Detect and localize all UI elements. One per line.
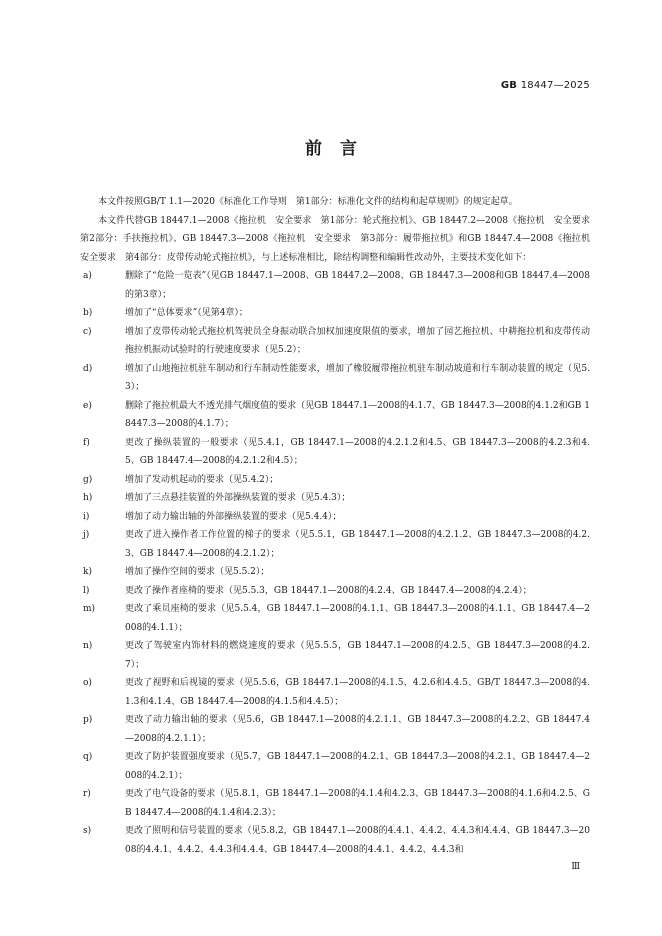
paragraph: 本文件代替GB 18447.1—2008《拖拉机 安全要求 第1部分：轮式拖拉机》、GB 18447.2—2008《拖拉机 安全要求 第2部分：手扶拖拉机》、GB 18447.3—2008《拖拉机 安全要求 第3部分：履带拖拉机》和GB 18447.4—2008《拖拉机 安全要求 第4部分：皮带传动轮式拖拉机》，与上述标准相比，除结构调整和编辑性改动外，主要技术变化如下：: [80, 215, 600, 263]
standard-number: 18447—2025: [520, 80, 590, 91]
list-item-label: s): [83, 826, 92, 836]
list-item-label: l): [83, 585, 90, 596]
list-item: [80, 563, 590, 582]
body-text: [80, 193, 600, 859]
list-item-text: 更改了视野和后视镜的要求（见5.5.6，GB 18447.1—2008的4.1.5、4.2.6和4.4.5、GB/T 18447.3—2008的4.1.3和4.1.4、GB 18447.4—2008的4.1.5和4.4.5）；: [125, 678, 590, 707]
list-item-text: 增加了三点悬挂装置的外部操纵装置的要求（见5.4.3）；: [125, 493, 351, 503]
list-item-label: f): [83, 437, 90, 448]
list-item-label: a): [83, 271, 92, 281]
list-item-label: r): [83, 789, 91, 799]
list-item: [80, 526, 590, 563]
list-item-text: 更改了电气设备的要求（见5.8.1，GB 18447.1—2008的4.1.4和4.2.3、GB 18447.3—2008的4.1.6和4.2.5、GB 18447.4—2008的4.1.4和4.2.3）；: [125, 789, 590, 818]
list-item: [80, 471, 590, 490]
list-item-text: 更改了防护装置强度要求（见5.7，GB 18447.1—2008的4.2.1、GB 18447.3—2008的4.2.1、GB 18447.4—2008的4.2.1）；: [125, 752, 590, 781]
list-item-label: c): [83, 326, 92, 337]
standard-prefix: GB: [500, 80, 518, 91]
list-item-label: h): [83, 493, 93, 503]
list-item: [80, 508, 590, 527]
list-item-label: i): [83, 511, 90, 522]
list-item: [80, 434, 590, 471]
list-item-text: 增加了操作空间的要求（见5.5.2）；: [125, 567, 270, 577]
list-item: [80, 582, 590, 601]
list-item-label: p): [83, 715, 93, 725]
list-item: [80, 711, 590, 748]
list-item-text: 更改了进入操作者工作位置的梯子的要求（见5.5.1，GB 18447.1—2008的4.2.1.2、GB 18447.3—2008的4.2.3、GB 18447.4—2008的4.2.1.2）；: [125, 530, 590, 559]
standard-code-header: [501, 80, 590, 91]
list-item-text: 更改了动力输出轴的要求（见5.6，GB 18447.1—2008的4.2.1.1、GB 18447.3—2008的4.2.2、GB 18447.4—2008的4.2.1.1）；: [125, 715, 590, 744]
list-item-text: 增加了动力输出轴的外部操纵装置的要求（见5.4.4）；: [125, 511, 342, 522]
list-item: [80, 674, 590, 711]
list-item-text: 增加了发动机起动的要求（见5.4.2）；: [125, 474, 279, 485]
list-item-label: k): [83, 567, 92, 577]
list-item-text: 增加了皮带传动轮式拖拉机驾驶员全身振动联合加权加速度限值的要求，增加了园艺拖拉机、中耕拖拉机和皮带传动拖拉机振动试验时的行驶速度要求（见5.2）；: [125, 326, 590, 355]
list-item: [80, 323, 590, 360]
list-item-label: q): [83, 752, 93, 762]
list-item-label: d): [83, 363, 93, 374]
list-item-text: 更改了驾驶室内饰材料的燃烧速度的要求（见5.5.5，GB 18447.1—2008的4.2.5、GB 18447.3—2008的4.2.7）；: [125, 641, 590, 670]
page-title: 前言: [305, 139, 375, 159]
list-item-text: 更改了乘员座椅的要求（见5.5.4，GB 18447.1—2008的4.1.1、GB 18447.3—2008的4.1.1、GB 18447.4—2008的4.1.1）；: [125, 604, 590, 633]
list-item-label: g): [83, 474, 93, 485]
list-item-label: o): [83, 678, 92, 688]
list-item: [80, 637, 590, 674]
list-item: [80, 748, 590, 785]
list-item-text: 更改了照明和信号装置的要求（见5.8.2，GB 18447.1—2008的4.4.1、4.4.2、4.4.3和4.4.4、GB 18447.3—2008的4.4.1、4.4.2、4.4.3和4.4.4、GB 18447.4—2008的4.4.1、4.4.2、4.4.3和: [125, 826, 590, 855]
paragraph: 本文件按照GB/T 1.1—2020《标准化工作导则 第1部分：标准化文件的结构和起草规则》的规定起草。: [98, 197, 518, 207]
list-item-label: m): [83, 604, 96, 614]
list-item-text: 更改了操纵装置的一般要求（见5.4.1，GB 18447.1—2008的4.2.1.2和4.5、GB 18447.3—2008的4.2.3和4.5、GB 18447.4—2008的4.2.1.2和4.5）；: [125, 437, 590, 466]
list-item: [80, 397, 590, 434]
page-number: Ⅲ: [571, 862, 580, 872]
list-item: [80, 489, 590, 508]
list-item: [80, 304, 590, 323]
change-list: [80, 267, 590, 859]
list-item-text: 更改了操作者座椅的要求（见5.5.3，GB 18447.1—2008的4.2.4、GB 18447.4—2008的4.2.4）；: [125, 585, 532, 596]
list-item: [80, 267, 590, 304]
list-item-label: n): [83, 641, 93, 651]
list-item: [80, 785, 590, 822]
list-item-text: 删除了拖拉机最大不透光排气烟度值的要求（见GB 18447.1—2008的4.1.7、GB 18447.3—2008的4.1.2和GB 18447.3—2008的4.1.7）；: [125, 400, 590, 429]
list-item-text: 增加了“总体要求”（见第4章）；: [125, 308, 248, 318]
list-item-text: 增加了山地拖拉机驻车制动和行车制动性能要求，增加了橡胶履带拖拉机驻车制动坡道和行车制动装置的规定（见5.3）；: [125, 363, 590, 392]
list-item: [80, 600, 590, 637]
list-item: [80, 822, 590, 859]
list-item-label: b): [83, 308, 93, 318]
list-item-text: 删除了“危险一览表”（见GB 18447.1—2008、GB 18447.2—2008、GB 18447.3—2008和GB 18447.4—2008的第3章）；: [125, 271, 590, 300]
list-item-label: j): [83, 530, 90, 540]
list-item-label: e): [83, 400, 92, 411]
list-item: [80, 360, 590, 397]
